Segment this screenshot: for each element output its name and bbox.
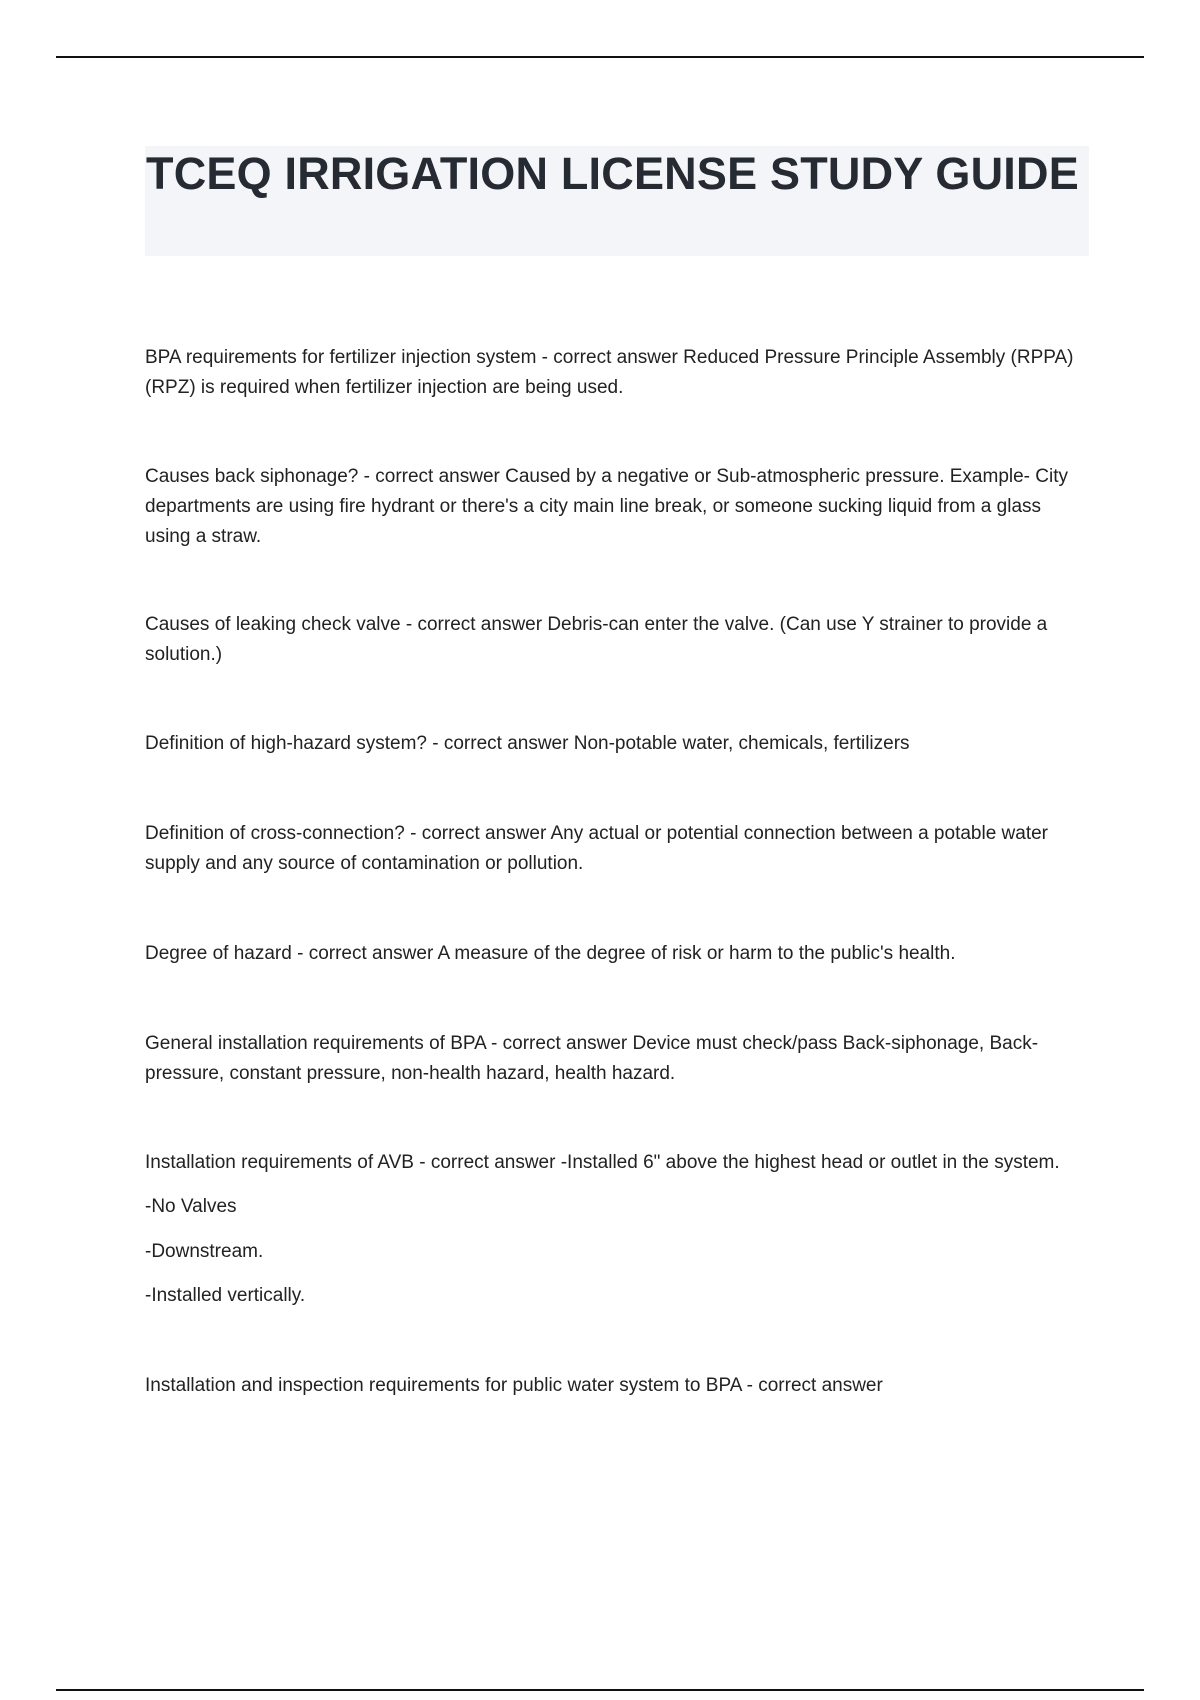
qa-item: Installation requirements of AVB - correct answer -Installed 6" above the highest head or outlet in the system. bbox=[145, 1152, 1060, 1173]
qa-item: Definition of high-hazard system? - correct answer Non-potable water, chemicals, fertilizers bbox=[145, 733, 910, 754]
qa-list bbox=[145, 343, 1090, 1401]
qa-item-detail: -No Valves bbox=[145, 1196, 237, 1217]
bottom-divider bbox=[56, 1689, 1144, 1691]
page-title: TCEQ IRRIGATION LICENSE STUDY GUIDE bbox=[146, 148, 1079, 199]
qa-item: BPA requirements for fertilizer injection system - correct answer Reduced Pressure Principle Assembly (RPPA) (RPZ) is required when fertilizer injection are being used. bbox=[145, 347, 1074, 398]
qa-item: Definition of cross-connection? - correct answer Any actual or potential connection between a potable water supply and any source of contamination or pollution. bbox=[145, 823, 1049, 874]
qa-item: Causes back siphonage? - correct answer Caused by a negative or Sub-atmospheric pressure. Example- City departments are using fire hydrant or there's a city main line break, or someone sucking liquid from a glass using a straw. bbox=[145, 466, 1069, 547]
qa-item: Causes of leaking check valve - correct answer Debris-can enter the valve. (Can use Y strainer to provide a solution.) bbox=[145, 614, 1048, 665]
title-banner bbox=[145, 146, 1089, 256]
top-divider bbox=[56, 56, 1144, 58]
qa-item: Installation and inspection requirements for public water system to BPA - correct answer bbox=[145, 1375, 883, 1396]
qa-item: General installation requirements of BPA - correct answer Device must check/pass Back-siphonage, Back-pressure, constant pressure, non-health hazard, health hazard. bbox=[145, 1033, 1039, 1084]
qa-item-detail: -Installed vertically. bbox=[145, 1285, 306, 1306]
qa-item: Degree of hazard - correct answer A measure of the degree of risk or harm to the public's health. bbox=[145, 943, 956, 964]
qa-item-detail: -Downstream. bbox=[145, 1241, 264, 1262]
